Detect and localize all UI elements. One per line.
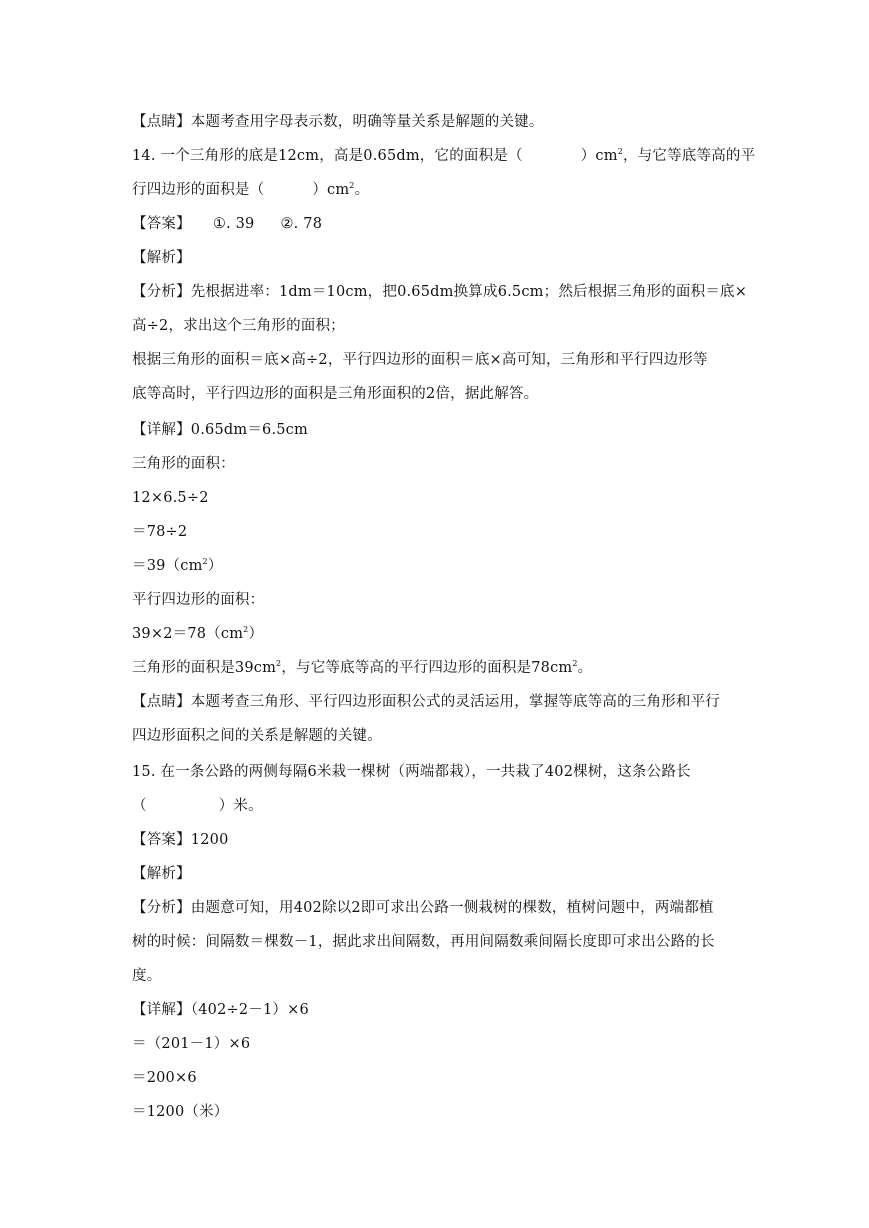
- xiangjie-14: 【详解】0.65dm＝6.5cm: [132, 422, 308, 438]
- fenxi-14-line-2: 高÷2，求出这个三角形的面积；: [132, 318, 345, 334]
- jiexi-15: 【解析】: [132, 866, 191, 882]
- fenxi-15-line-3: 度。: [132, 968, 162, 984]
- calc-step-1: ＝（201－1）×6: [132, 1036, 251, 1052]
- step-7: 三角形的面积是$39cm^2$，与它等底等高的平行四边形的面积是$78cm^2$。: [132, 659, 593, 676]
- step-6: $39\times 2=78(cm^2)$: [132, 625, 264, 642]
- question-15-line-1: 15. 在一条公路的两侧每隔6米栽一棵树（两端都栽），一共栽了402棵树，这条公路长: [132, 764, 691, 780]
- answer-14: 【答案】 ①. 39 ②. 78: [132, 216, 323, 232]
- fenxi-14-line-3: 根据三角形的面积＝底×高÷2，平行四边形的面积＝底×高可知，三角形和平行四边形等: [132, 352, 708, 368]
- jiexi-14: 【解析】: [132, 250, 191, 266]
- xiangjie-15: 【详解】（402÷2－1）×6: [132, 1002, 309, 1018]
- dianjing-14-line-2: 四边形面积之间的关系是解题的关键。: [132, 728, 382, 744]
- fenxi-15-line-1: 【分析】由题意可知，用402除以2即可求出公路一侧栽树的棵数，植树问题中，两端都植: [132, 900, 714, 916]
- step-3: ＝78÷2: [132, 524, 188, 540]
- question-14-line-1: 14. 一个三角形的底是12cm，高是0.65dm，它的面积是（ ）$cm^2$，与它等底等高的平: [132, 147, 756, 164]
- fenxi-14-line-4: 底等高时，平行四边形的面积是三角形面积的2倍，据此解答。: [132, 386, 539, 402]
- step-4: $=39(cm^2)$: [132, 557, 223, 574]
- fenxi-15-line-2: 树的时候：间隔数＝棵数－1，据此求出间隔数，再用间隔数乘间隔长度即可求出公路的长: [132, 934, 715, 950]
- question-14-line-2: 行四边形的面积是（ ）$cm^2$。: [132, 181, 370, 198]
- calc-step-2: ＝200×6: [132, 1070, 197, 1086]
- question-15-line-2: （ ）米。: [132, 798, 263, 814]
- calc-step-3: ＝1200（米）: [132, 1104, 229, 1120]
- answer-15: 【答案】1200: [132, 832, 229, 848]
- step-5: 平行四边形的面积：: [132, 592, 265, 608]
- step-1: 三角形的面积：: [132, 456, 235, 472]
- dianjing-14-line-1: 【点睛】本题考查三角形、平行四边形面积公式的灵活运用，掌握等底等高的三角形和平行: [132, 694, 720, 710]
- step-2: 12×6.5÷2: [132, 490, 209, 506]
- fenxi-14-line-1: 【分析】先根据进率：1dm＝10cm，把0.65dm换算成6.5cm；然后根据三角形的面积＝底×: [132, 284, 748, 300]
- dianjing-13: 【点睛】本题考查用字母表示数，明确等量关系是解题的关键。: [132, 114, 544, 130]
